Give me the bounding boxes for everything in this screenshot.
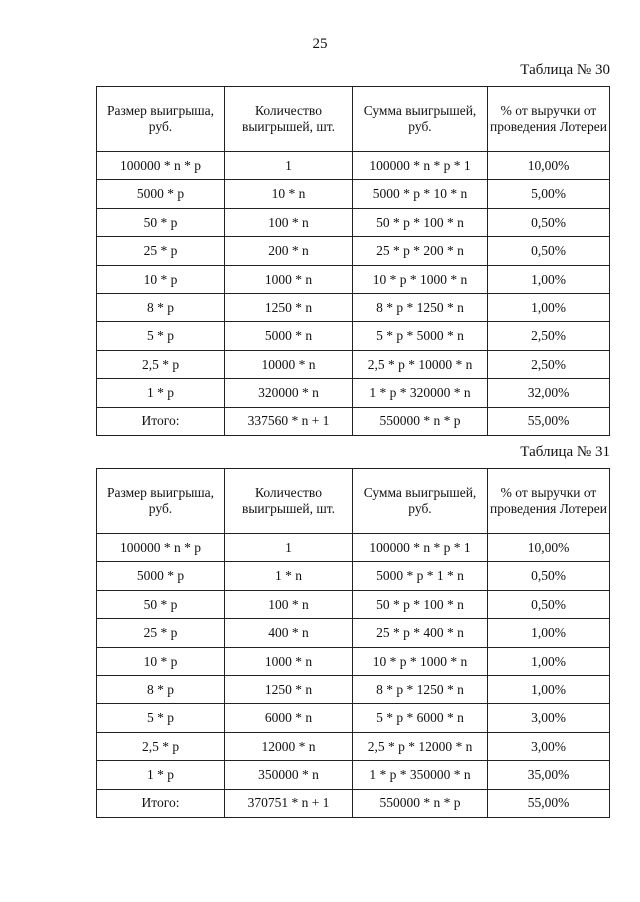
cell-prize-count: 1 — [225, 534, 353, 562]
table-row — [97, 293, 610, 321]
table-row — [97, 761, 610, 789]
cell-prize-count: 10 * n — [225, 180, 353, 208]
table-header-row — [97, 87, 610, 152]
cell-prize-count: 337560 * n + 1 — [225, 407, 353, 435]
table-row — [97, 180, 610, 208]
cell-prize-size: 5000 * p — [97, 562, 225, 590]
cell-prize-count: 12000 * n — [225, 732, 353, 760]
cell-prize-sum: 5 * p * 5000 * n — [353, 322, 488, 350]
cell-prize-size: 50 * p — [97, 208, 225, 236]
cell-revenue-percent: 1,00% — [488, 265, 610, 293]
cell-prize-count: 100 * n — [225, 208, 353, 236]
cell-prize-count: 200 * n — [225, 237, 353, 265]
cell-prize-sum: 5000 * p * 1 * n — [353, 562, 488, 590]
cell-prize-count: 1250 * n — [225, 293, 353, 321]
header-prize-size: Размер выигрыша, руб. — [97, 469, 225, 534]
header-prize-sum: Сумма выигрышей, руб. — [353, 87, 488, 152]
cell-prize-count: 1000 * n — [225, 265, 353, 293]
table-row — [97, 265, 610, 293]
cell-prize-size: 25 * p — [97, 619, 225, 647]
cell-revenue-percent: 10,00% — [488, 152, 610, 180]
header-prize-size: Размер выигрыша, руб. — [97, 87, 225, 152]
cell-revenue-percent: 55,00% — [488, 789, 610, 817]
table-total-row — [97, 407, 610, 435]
cell-revenue-percent: 5,00% — [488, 180, 610, 208]
cell-prize-count: 1 * n — [225, 562, 353, 590]
table-row — [97, 704, 610, 732]
cell-prize-size: 100000 * n * p — [97, 152, 225, 180]
table-row — [97, 732, 610, 760]
table-row — [97, 322, 610, 350]
prize-table-30 — [96, 86, 610, 436]
cell-revenue-percent: 0,50% — [488, 590, 610, 618]
cell-prize-size: 25 * p — [97, 237, 225, 265]
cell-prize-sum: 10 * p * 1000 * n — [353, 647, 488, 675]
cell-prize-size: 10 * p — [97, 647, 225, 675]
cell-prize-size: Итого: — [97, 407, 225, 435]
header-revenue-percent: % от выручки от проведения Лотереи — [488, 87, 610, 152]
table-row — [97, 237, 610, 265]
cell-prize-size: 8 * p — [97, 293, 225, 321]
cell-prize-sum: 2,5 * p * 10000 * n — [353, 350, 488, 378]
cell-prize-sum: 50 * p * 100 * n — [353, 208, 488, 236]
cell-prize-size: 8 * p — [97, 675, 225, 703]
header-prize-count: Количество выигрышей, шт. — [225, 469, 353, 534]
cell-prize-sum: 1 * p * 350000 * n — [353, 761, 488, 789]
header-prize-sum: Сумма выигрышей, руб. — [353, 469, 488, 534]
cell-revenue-percent: 2,50% — [488, 350, 610, 378]
cell-prize-sum: 8 * p * 1250 * n — [353, 675, 488, 703]
cell-prize-sum: 50 * p * 100 * n — [353, 590, 488, 618]
cell-prize-sum: 2,5 * p * 12000 * n — [353, 732, 488, 760]
cell-prize-sum: 1 * p * 320000 * n — [353, 379, 488, 407]
cell-revenue-percent: 32,00% — [488, 379, 610, 407]
cell-prize-sum: 25 * p * 200 * n — [353, 237, 488, 265]
cell-prize-count: 400 * n — [225, 619, 353, 647]
cell-prize-sum: 5000 * p * 10 * n — [353, 180, 488, 208]
cell-revenue-percent: 35,00% — [488, 761, 610, 789]
table-row — [97, 350, 610, 378]
prize-table-31 — [96, 468, 610, 818]
cell-revenue-percent: 2,50% — [488, 322, 610, 350]
cell-prize-sum: 5 * p * 6000 * n — [353, 704, 488, 732]
cell-prize-size: 100000 * n * p — [97, 534, 225, 562]
table-header-row — [97, 469, 610, 534]
cell-revenue-percent: 0,50% — [488, 237, 610, 265]
table-total-row — [97, 789, 610, 817]
cell-revenue-percent: 0,50% — [488, 562, 610, 590]
table-30-caption: Таблица № 30 — [520, 62, 610, 78]
cell-prize-count: 1 — [225, 152, 353, 180]
cell-prize-size: 2,5 * p — [97, 732, 225, 760]
table-row — [97, 379, 610, 407]
cell-revenue-percent: 1,00% — [488, 675, 610, 703]
cell-prize-sum: 25 * p * 400 * n — [353, 619, 488, 647]
cell-prize-sum: 100000 * n * p * 1 — [353, 534, 488, 562]
cell-revenue-percent: 1,00% — [488, 647, 610, 675]
cell-prize-sum: 550000 * n * p — [353, 789, 488, 817]
table-row — [97, 590, 610, 618]
cell-prize-count: 320000 * n — [225, 379, 353, 407]
table-row — [97, 562, 610, 590]
cell-prize-sum: 8 * p * 1250 * n — [353, 293, 488, 321]
cell-prize-size: 5 * p — [97, 322, 225, 350]
cell-revenue-percent: 1,00% — [488, 619, 610, 647]
cell-prize-size: 50 * p — [97, 590, 225, 618]
cell-revenue-percent: 55,00% — [488, 407, 610, 435]
cell-revenue-percent: 10,00% — [488, 534, 610, 562]
cell-prize-count: 370751 * n + 1 — [225, 789, 353, 817]
cell-prize-size: 1 * p — [97, 761, 225, 789]
cell-prize-size: Итого: — [97, 789, 225, 817]
cell-prize-size: 2,5 * p — [97, 350, 225, 378]
cell-prize-size: 5 * p — [97, 704, 225, 732]
cell-revenue-percent: 0,50% — [488, 208, 610, 236]
cell-revenue-percent: 1,00% — [488, 293, 610, 321]
cell-prize-count: 350000 * n — [225, 761, 353, 789]
cell-prize-size: 10 * p — [97, 265, 225, 293]
cell-revenue-percent: 3,00% — [488, 732, 610, 760]
cell-prize-count: 5000 * n — [225, 322, 353, 350]
table-31-caption: Таблица № 31 — [520, 444, 610, 460]
table-row — [97, 619, 610, 647]
table-row — [97, 152, 610, 180]
cell-prize-count: 1250 * n — [225, 675, 353, 703]
cell-prize-count: 1000 * n — [225, 647, 353, 675]
header-prize-count: Количество выигрышей, шт. — [225, 87, 353, 152]
header-revenue-percent: % от выручки от проведения Лотереи — [488, 469, 610, 534]
cell-prize-count: 10000 * n — [225, 350, 353, 378]
cell-prize-size: 1 * p — [97, 379, 225, 407]
cell-prize-size: 5000 * p — [97, 180, 225, 208]
table-row — [97, 534, 610, 562]
table-row — [97, 647, 610, 675]
cell-prize-count: 100 * n — [225, 590, 353, 618]
cell-prize-sum: 100000 * n * p * 1 — [353, 152, 488, 180]
cell-prize-count: 6000 * n — [225, 704, 353, 732]
table-row — [97, 675, 610, 703]
cell-revenue-percent: 3,00% — [488, 704, 610, 732]
cell-prize-sum: 550000 * n * p — [353, 407, 488, 435]
page-number: 25 — [312, 36, 328, 52]
table-row — [97, 208, 610, 236]
cell-prize-sum: 10 * p * 1000 * n — [353, 265, 488, 293]
